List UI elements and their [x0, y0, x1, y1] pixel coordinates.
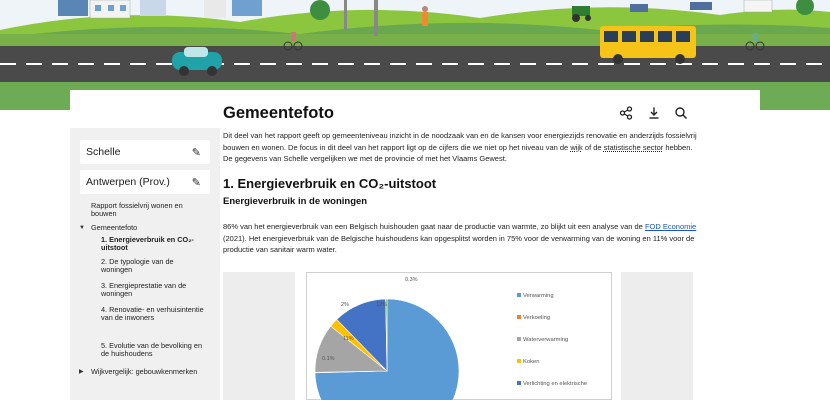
edit-pencil-icon[interactable]: ✎ [191, 146, 201, 159]
nav-sub-bevolking[interactable]: 5. Evolutie van de bevolking en de huishoudens [101, 341, 203, 359]
nav-sub-energieprestatie[interactable]: 3. Energieprestatie van de woningen [101, 281, 187, 299]
share-icon[interactable] [619, 106, 633, 120]
energy-pie-chart [306, 272, 612, 400]
nav-sub-typologie[interactable]: 2. De typologie van de woningen [101, 257, 174, 275]
search-icon[interactable] [674, 106, 688, 120]
province-selector[interactable] [80, 170, 210, 194]
data-label-other: 0.3% [405, 277, 418, 283]
nav-item-wijkvergelijk[interactable]: Wijkvergelijk: gebouwkenmerken [91, 367, 198, 376]
sidebar [70, 90, 220, 400]
subsection-title: Energieverbruik in de woningen [223, 196, 368, 207]
intro-text-b: of de [582, 142, 604, 152]
chart-side-panel-left [223, 272, 295, 400]
intro-text-a: Dit deel van het rapport geeft op gemeenteniveau inzicht in de noodzaak van en de kansen voor energiezijds renovatie en anderzijds fossielvrij bouwen en wonen. De focus in dit deel van het rapport ligt op de cijfers die we niet op het niveau van de [223, 131, 697, 152]
legend-swatch [517, 381, 521, 385]
intro-text-c: hebben. De gegevens van Schelle vergelijken we met de provincie of met het Vlaams Gewest. [223, 142, 693, 163]
pie-chart-svg [307, 273, 613, 400]
download-icon[interactable] [647, 106, 661, 120]
data-label-koken: 2% [341, 302, 349, 308]
energy-paragraph [223, 221, 703, 256]
legend-swatch [517, 359, 521, 363]
para-text-a: 86% van het energieverbruik van een Belgisch huishouden gaat naar de productie van warmte, zo blijkt uit een analyse van de [223, 222, 645, 231]
section-title: 1. Energieverbruik en CO₂-uitstoot [223, 176, 437, 191]
data-label-waterverwarming: 11% [343, 336, 354, 342]
page-title: Gemeentefoto [223, 104, 334, 122]
data-label-verlichting: 12% [376, 302, 388, 308]
municipality-selector[interactable] [80, 140, 210, 164]
legend-entry: Waterverwarming [523, 337, 569, 343]
edit-pencil-icon[interactable]: ✎ [191, 176, 201, 189]
nav-sub-renovatie[interactable]: 4. Renovatie- en verhuisintentie van de inwoners [101, 305, 204, 323]
nav-group-gemeentefoto[interactable]: Gemeentefoto [91, 223, 138, 232]
chevron-right-icon[interactable]: ▶ [79, 369, 84, 375]
municipality-name: Schelle [86, 146, 121, 158]
legend-entry: Verwarming [523, 293, 554, 299]
para-text-b: (2021). Het energieverbruik van de Belgische huishoudens kan opgesplitst worden in 75% voor de verwarming van de woning en 11% voor de productie van sanitair warm water. [223, 233, 695, 254]
province-name: Antwerpen (Prov.) [86, 176, 170, 188]
legend-entry: Verlichting en elektrische [523, 381, 588, 387]
legend-swatch [517, 293, 521, 297]
chevron-down-icon[interactable]: ▼ [79, 225, 85, 231]
intro-paragraph [223, 130, 698, 165]
nav-sub-energieverbruik[interactable]: 1. Energieverbruik en CO₂-uitstoot [101, 235, 194, 253]
chart-side-panel-right [621, 272, 693, 400]
fod-economie-link[interactable]: FOD Economie [644, 222, 697, 231]
data-label-verkoeling: 0.1% [322, 356, 335, 362]
legend-swatch [517, 315, 521, 319]
statistische-sector-term[interactable]: statistische sector [603, 142, 664, 152]
wijk-term[interactable]: wijk [570, 142, 583, 152]
report-card [70, 90, 760, 400]
legend-swatch [517, 337, 521, 341]
legend-entry: Verkoeling [523, 315, 551, 321]
legend-entry: Koken [523, 359, 540, 365]
nav-item-rapport[interactable]: Rapport fossielvrij wonen en bouwen [91, 201, 183, 219]
main-content [223, 90, 760, 400]
